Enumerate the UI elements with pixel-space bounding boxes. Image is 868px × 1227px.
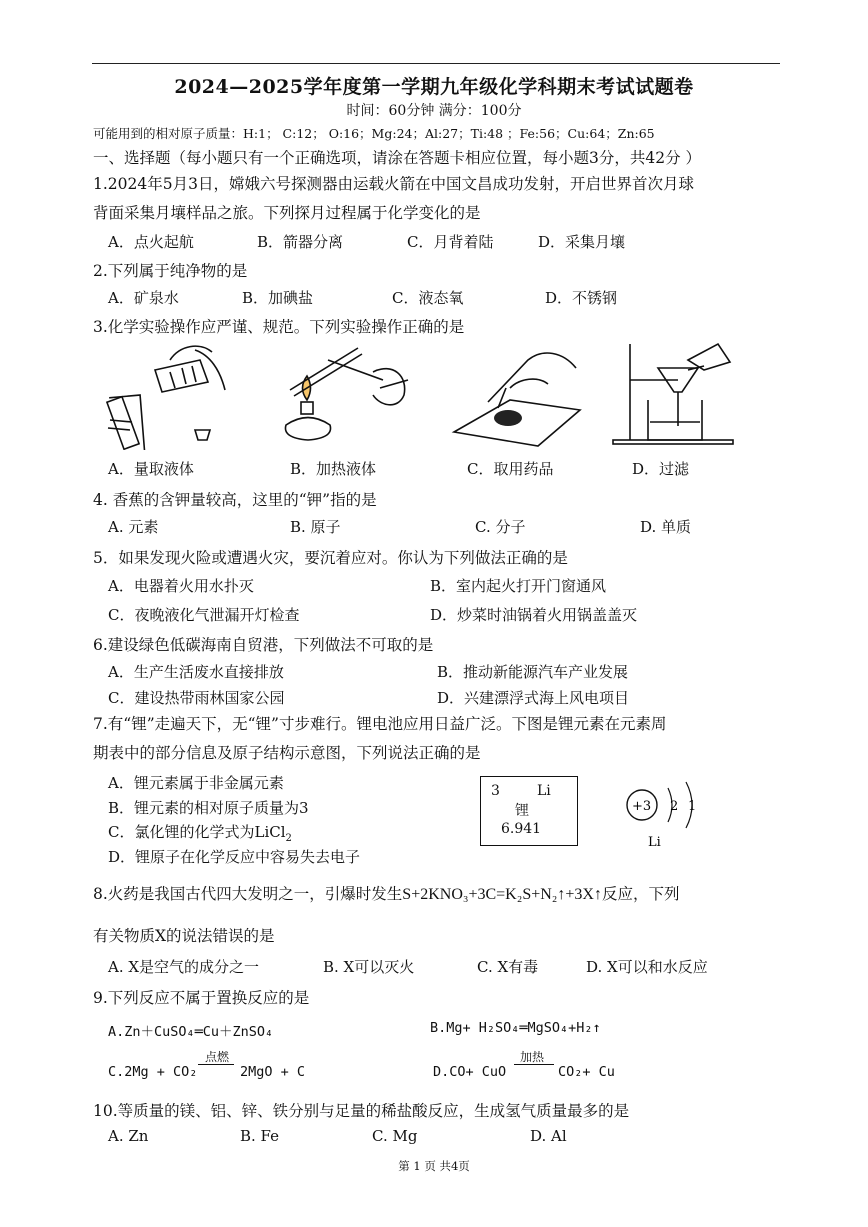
alcohol-lamp-illustration — [268, 340, 418, 450]
q10-option-b: B. Fe — [240, 1127, 280, 1145]
q6-option-b: B．推动新能源汽车产业发展 — [437, 663, 629, 681]
q9-option-c-left: C.2Mg + CO₂ — [108, 1064, 198, 1080]
q9-stem: 9.下列反应不属于置换反应的是 — [93, 989, 310, 1007]
q8-option-c: C. X有毒 — [477, 958, 539, 976]
q5-stem: 5．如果发现火险或遭遇火灾，要沉着应对。你认为下列做法正确的是 — [93, 549, 568, 567]
q8-line2: 有关物质X的说法错误的是 — [93, 927, 275, 945]
q2-option-b: B．加碘盐 — [242, 289, 314, 307]
solid-reagent-illustration — [448, 340, 598, 450]
q9-option-c-right: 2MgO + C — [240, 1064, 306, 1080]
q10-option-d: D. Al — [530, 1127, 567, 1145]
atom-shell-2-electrons: 1 — [688, 799, 697, 814]
q8-line1-pre: 8.火药是我国古代四大发明之一，引爆时发生 — [93, 885, 403, 903]
q3-option-b: B．加热液体 — [290, 460, 377, 478]
q5-option-c: C．夜晚液化气泄漏开灯检查 — [108, 606, 300, 624]
page-footer: 第 1 页 共4页 — [398, 1159, 470, 1173]
atom-shell-1-electrons: 2 — [670, 799, 679, 814]
filtration-illustration — [608, 340, 738, 450]
q1-line1: 1.2024年5月3日，嫦娥六号探测器由运载火箭在中国文昌成功发射，开启世界首次月球 — [93, 175, 694, 193]
lithium-atom-diagram — [620, 780, 710, 850]
q3-option-a: A．量取液体 — [108, 460, 194, 478]
top-rule — [92, 63, 780, 64]
q4-option-c: C. 分子 — [475, 518, 526, 536]
q9-option-d-condition: 加热 — [520, 1050, 545, 1064]
cell-atomic-mass: 6.941 — [501, 821, 542, 837]
q1-option-b: B．箭器分离 — [257, 233, 344, 251]
q1-option-d: D．采集月壤 — [538, 233, 626, 251]
q8-line1 — [93, 882, 679, 904]
q2-stem: 2.下列属于纯净物的是 — [93, 262, 248, 280]
atom-label: Li — [648, 835, 661, 850]
cell-symbol: Li — [537, 783, 551, 799]
exam-subtitle: 时间：60分钟 满分：100分 — [346, 103, 522, 119]
q7-option-c-text: C．氯化锂的化学式为LiCl — [108, 823, 286, 841]
q5-option-a: A．电器着火用水扑灭 — [108, 577, 254, 595]
q3-stem: 3.化学实验操作应严谨、规范。下列实验操作正确的是 — [93, 318, 465, 336]
q9-option-d-arrow — [514, 1064, 554, 1065]
q2-option-d: D．不锈钢 — [545, 289, 618, 307]
q1-line2: 背面采集月壤样品之旅。下列探月过程属于化学变化的是 — [93, 204, 481, 222]
q4-option-b: B. 原子 — [290, 518, 341, 536]
cell-atomic-number: 3 — [491, 783, 500, 799]
q2-option-a: A．矿泉水 — [108, 289, 179, 307]
q3-option-d: D．过滤 — [632, 460, 690, 478]
q7-option-c-subscript: 2 — [285, 833, 292, 844]
q8-line1-post: 反应，下列 — [601, 885, 680, 903]
periodic-table-cell — [480, 776, 578, 846]
q9-option-b: B.Mg+ H₂SO₄═MgSO₄+H₂↑ — [430, 1020, 601, 1036]
q7-option-d: D．锂原子在化学反应中容易失去电子 — [108, 848, 361, 866]
q4-stem: 4. 香蕉的含钾量较高，这里的“钾”指的是 — [93, 491, 377, 509]
graduated-cylinder-illustration — [100, 340, 240, 450]
q9-option-c-arrow — [198, 1064, 234, 1065]
q9-option-d-right: CO₂+ Cu — [558, 1064, 615, 1080]
q1-option-a: A．点火起航 — [108, 233, 194, 251]
section-heading: 一、选择题（每小题只有一个正确选项，请涂在答题卡相应位置，每小题3分，共42分 ） — [93, 149, 702, 167]
q7-option-c — [108, 821, 292, 844]
q6-option-d: D．兴建漂浮式海上风电项目 — [437, 689, 630, 707]
q7-option-b: B．锂元素的相对原子质量为3 — [108, 799, 309, 817]
cell-element-name: 锂 — [515, 803, 529, 819]
q4-option-a: A. 元素 — [108, 518, 159, 536]
exam-title: 2024—2025学年度第一学期九年级化学科期末考试试题卷 — [174, 76, 694, 98]
q8-option-b: B. X可以灭火 — [323, 958, 415, 976]
q8-option-a: A. X是空气的成分之一 — [108, 958, 260, 976]
q6-option-a: A．生产生活废水直接排放 — [108, 663, 284, 681]
q8-option-d: D. X可以和水反应 — [586, 958, 708, 976]
q9-option-d-left: D.CO+ CuO — [433, 1064, 507, 1080]
q6-option-c: C．建设热带雨林国家公园 — [108, 689, 285, 707]
q9-option-a: A.Zn＋CuSO₄═Cu＋ZnSO₄ — [108, 1024, 274, 1040]
q7-option-a: A．锂元素属于非金属元素 — [108, 774, 284, 792]
q5-option-d: D．炒菜时油锅着火用锅盖盖灭 — [430, 606, 638, 624]
q10-stem: 10.等质量的镁、铝、锌、铁分别与足量的稀盐酸反应，生成氢气质量最多的是 — [93, 1102, 630, 1120]
q10-option-c: C. Mg — [372, 1127, 418, 1145]
q8-equation: S+2KNO₃+3C=K₂S+N₂↑+3X↑ — [402, 886, 602, 903]
q7-line2: 期表中的部分信息及原子结构示意图，下列说法正确的是 — [93, 744, 481, 762]
q6-stem: 6.建设绿色低碳海南自贸港，下列做法不可取的是 — [93, 636, 434, 654]
q7-line1: 7.有“锂”走遍天下，无“锂”寸步难行。锂电池应用日益广泛。下图是锂元素在元素周 — [93, 715, 667, 733]
q1-option-c: C．月背着陆 — [407, 233, 494, 251]
q9-option-c-condition: 点燃 — [205, 1050, 230, 1064]
atom-nucleus-charge: +3 — [632, 799, 652, 814]
q2-option-c: C．液态氧 — [392, 289, 464, 307]
q4-option-d: D. 单质 — [640, 518, 692, 536]
q10-option-a: A. Zn — [108, 1127, 149, 1145]
q5-option-b: B．室内起火打开门窗通风 — [430, 577, 607, 595]
atomic-masses: 可能用到的相对原子质量：H:1； C:12； O:16；Mg:24；Al:27；Ti:48 ；Fe:56；Cu:64；Zn:65 — [93, 126, 655, 141]
q3-option-c: C．取用药品 — [467, 460, 554, 478]
